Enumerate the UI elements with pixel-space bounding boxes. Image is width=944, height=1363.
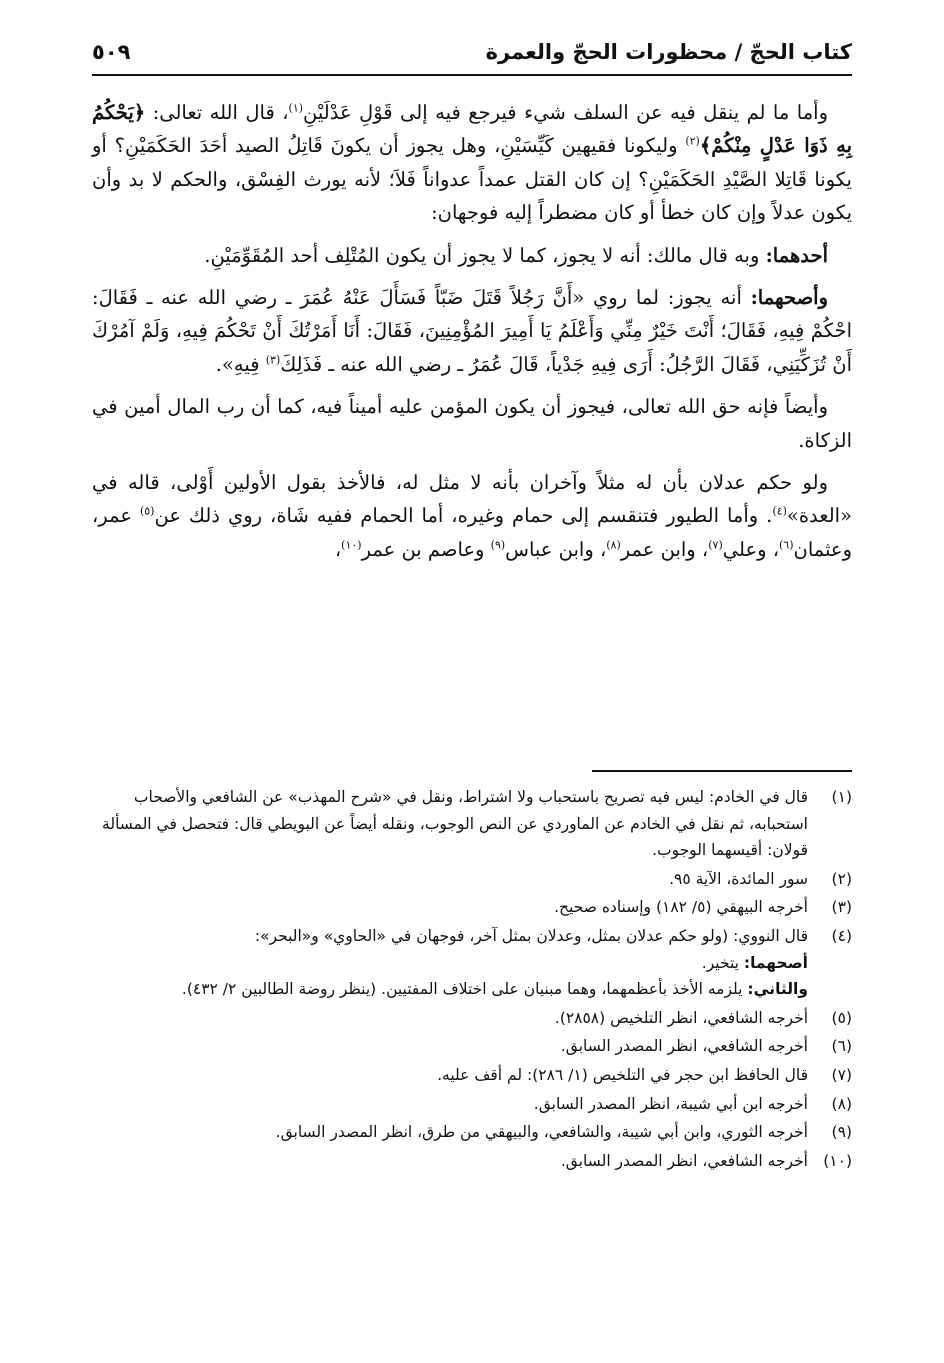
text-span: وليكونا فقيهين كَيِّسَيْنِ، وهل يجوز أن يكونَ قَاتِلُ الصيد أحَدَ الحَكَمَيْنِ؟ أو يكونا قَاتِلا الصَّيْدِ الحَكَمَيْنِ؟ إن كان القتل عمداً عدواناً فَلاَ؛ لأنه يورث الفِسْق، والحكم لا بد وأن يكون عدلاً وإن كان خطأ أو كان مضطراً إليه فوجهان:: [92, 134, 852, 225]
paragraph-lead: وأصحهما:: [750, 286, 828, 310]
footnote: [92, 1148, 852, 1175]
footnote-sub-1: [92, 950, 808, 977]
footnote: [92, 1062, 852, 1089]
text-span: ، وعلي: [722, 537, 779, 561]
footnote-number: (٢): [831, 869, 852, 888]
chapter-title: كتاب الحجّ / محظورات الحجّ والعمرة: [485, 40, 852, 64]
text-span: وعاصم بن عمر: [361, 537, 491, 561]
footnote-text: أخرجه الشافعي، انظر المصدر السابق.: [560, 1151, 808, 1170]
footnote-number: (٩): [831, 1123, 852, 1142]
footnote-text: [92, 923, 808, 1003]
footnote-text: سور المائدة، الآية ٩٥.: [669, 869, 808, 888]
text-span: أنه يجوز: لما روي «أَنَّ رَجُلاً قَتَلَ ضَبّاً فَسَأَلَ عَنْهُ عُمَرَ ـ رضي الله عنه ـ فَقَالَ: احْكُمْ فِيهِ، فَقَالَ؛ أَنْتَ خَيْرٌ مِنِّي وَأَعْلَمُ يَا أَمِيرَ المُؤْمِنِينَ، فَقَالَ: أَنَا أَمَرْتُكَ أَنْ تَحْكُمَ فِيهِ، وَلَمْ آمُرْكَ أَنْ تُزَكِّيَنِي، فَقَالَ الرَّجُلُ: أَرَى فِيهِ جَدْياً، قَالَ عُمَرُ ـ رضي الله عنه ـ فَذَلِكَ: [92, 286, 852, 376]
text-span: وأما ما لم ينقل فيه عن السلف شيء فيرجع فيه إلى قَوْلِ عَدْلَيْنِ: [303, 101, 828, 124]
footnote-ref-7[interactable]: (٧): [708, 538, 723, 552]
footnote: [92, 866, 852, 893]
footnote-ref-8[interactable]: (٨): [606, 538, 621, 552]
text-span: ولو حكم عدلان بأن له مثلاً وآخران بأنه لا مثل له، فالأخذ بقول الأولين أَوْلى، قاله في «العدة»: [92, 471, 852, 528]
footnote-ref-4[interactable]: (٤): [772, 504, 787, 518]
text-span: ، وابن عباس: [505, 537, 607, 561]
footnote-number: (١٠): [823, 1151, 852, 1170]
footnote-number: (٧): [831, 1065, 852, 1084]
text-span: ، وابن عمر: [620, 537, 709, 561]
footnote-text: أخرجه الشافعي، انظر المصدر السابق.: [560, 1037, 808, 1056]
footnote-text: قال في الخادم: ليس فيه تصريح باستحباب ولا اشتراط، ونقل في «شرح المهذب» عن الشافعي والأصحاب استحبابه، ثم نقل في الخادم عن الماوردي عن النص الوجوب، ونقله أيضاً عن البويطي قال: فتحصل في المسألة قولان: أقيسهما الوجوب.: [102, 788, 808, 860]
footnote-separator: [592, 770, 852, 772]
footnote-number: (٤): [831, 926, 852, 945]
footnote-number: (١): [831, 788, 852, 806]
sub-lead: والثاني:: [747, 980, 808, 999]
footnote-ref-6[interactable]: (٦): [779, 538, 794, 552]
running-header: [92, 28, 852, 76]
paragraph-4: [92, 390, 852, 457]
sub-text: يتخير.: [701, 953, 744, 972]
footnote-text: أخرجه البيهقي (٥/ ١٨٢) وإسناده صحيح.: [554, 898, 808, 917]
page-number: ٥٠٩: [92, 40, 131, 64]
footnote: [92, 894, 852, 921]
footnotes: [92, 784, 852, 1176]
footnote: [92, 784, 852, 864]
footnote-number: (٥): [831, 1008, 852, 1027]
paragraph-2: [92, 239, 852, 272]
footnote-ref-2[interactable]: (٢): [685, 134, 700, 148]
footnote-text: قال الحافظ ابن حجر في التلخيص (١/ ٢٨٦): لم أقف عليه.: [437, 1065, 808, 1084]
footnote: [92, 1119, 852, 1146]
text-span: وبه قال مالك: أنه لا يجوز، كما لا يجوز أن يكون المُتْلِف أحد المُقَوِّمَيْنِ.: [204, 243, 766, 267]
footnote-ref-3[interactable]: (٣): [265, 353, 281, 367]
paragraph-3: [92, 281, 852, 381]
main-text: [92, 96, 852, 575]
footnote-text: أخرجه الثوري، وابن أبي شيبة، والشافعي، والبيهقي من طرق، انظر المصدر السابق.: [275, 1123, 808, 1142]
text-span: ، قال الله تعالى:: [145, 101, 289, 124]
paragraph-5: [92, 466, 852, 566]
footnote: [92, 923, 852, 1003]
text-span: عمر، وعثمان: [92, 504, 852, 561]
footnote-text: أخرجه ابن أبي شيبة، انظر المصدر السابق.: [533, 1094, 808, 1113]
footnote-number: (٨): [831, 1094, 852, 1113]
footnote-sub-2: [92, 976, 808, 1003]
quran-verse: ﴿يَحْكُمُ بِهِ ذَوَا عَدْلٍ مِنْكُمْ﴾: [92, 101, 852, 158]
footnote-number: (٦): [831, 1037, 852, 1056]
sub-text: يلزمه الأخذ بأعظمهما، وهما مبنيان على اختلاف المفتيين. (ينظر روضة الطالبين ٢/ ٤٣٢).: [181, 980, 748, 999]
footnote: [92, 1091, 852, 1118]
paragraph-1: [92, 96, 852, 230]
footnote-main: قال النووي: (ولو حكم عدلان بمثل، وعدلان بمثل آخر، فوجهان في «الحاوي» و«البحر»:: [254, 926, 808, 945]
footnote-ref-1[interactable]: (١): [288, 101, 304, 115]
footnote-ref-5[interactable]: (٥): [139, 504, 155, 518]
footnote: [92, 1033, 852, 1060]
footnote: [92, 1005, 852, 1032]
text-span: فِيهِ».: [215, 352, 266, 376]
text-span: . وأما الطيور فتنقسم إلى حمام وغيره، أما الحمام ففيه شَاة، روي ذلك عن: [154, 504, 773, 528]
footnote-ref-10[interactable]: (١٠): [341, 538, 362, 552]
sub-lead: أصحهما:: [743, 953, 808, 972]
text-span: ،: [334, 537, 342, 561]
text-span: وأيضاً فإنه حق الله تعالى، فيجوز أن يكون المؤمن عليه أميناً فيه، كما أن رب المال أمين في الزكاة.: [92, 395, 852, 452]
footnote-ref-9[interactable]: (٩): [490, 538, 506, 552]
paragraph-lead: أحدهما:: [765, 243, 828, 267]
footnote-number: (٣): [831, 898, 852, 917]
footnote-text: أخرجه الشافعي، انظر التلخيص (٢٨٥٨).: [554, 1008, 808, 1027]
